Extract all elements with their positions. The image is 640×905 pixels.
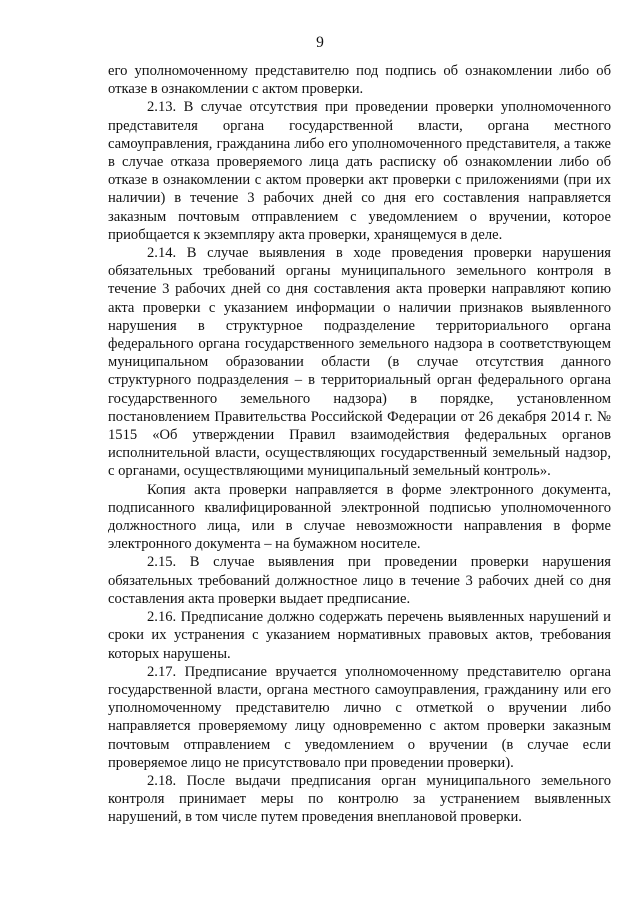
document-body (108, 62, 611, 827)
paragraph-2-18: 2.18. После выдачи предписания орган муниципального земельного контроля принимает меры по контролю за устранением выявленных нарушений, в том числе путем проведения внеплановой проверки. (108, 772, 611, 826)
paragraph-2-13: 2.13. В случае отсутствия при проведении проверки уполномоченного представителя органа государственной власти, органа местного самоуправления, гражданина либо его уполномоченного представителя, а также в случае отказа проверяемого лица дать расписку об ознакомлении либо об отказе в ознакомлении с актом проверки акт проверки с приложениями (при их наличии) в течение 3 рабочих дней со дня его составления направляется заказным почтовым отправлением с уведомлением о вручении, которое приобщается к экземпляру акта проверки, хранящемуся в деле. (108, 99, 611, 243)
paragraph-2-14: 2.14. В случае выявления в ходе проведения проверки нарушения обязательных требований органы муниципального земельного контроля в течение 3 рабочих дней со дня составления акта проверки направляют копию акта проверки с указанием информации о наличии признаков выявленного нарушения в структурное подразделение территориального органа федерального органа государственного земельного надзора в соответствующем муниципальном образовании области (в случае отсутствия данного структурного подразделения – в территориальный орган федерального органа государственного земельного надзора) в порядке, установленном постановлением Правительства Российской Федерации от 26 декабря 2014 г. № 1515 «Об утверждении Правил взаимодействия федеральных органов исполнительной власти, осуществляющих государственный земельный надзор, с органами, осуществляющими муниципальный земельный контроль». (108, 245, 611, 480)
paragraph-2-15: 2.15. В случае выявления при проведении проверки нарушения обязательных требований должностное лицо в течение 3 рабочих дней со дня составления акта проверки выдает предписание. (108, 554, 611, 607)
paragraph-2-17: 2.17. Предписание вручается уполномоченному представителю органа государственной власти, органа местного самоуправления, гражданину или его уполномоченному представителю лично с отметкой о вручении либо направляется проверяемому лицу одновременно с актом проверки заказным почтовым отправлением с уведомлением о вручении (в случае если проверяемое лицо не присутствовало при проведении проверки). (108, 663, 611, 771)
paragraph-act-copy: Копия акта проверки направляется в форме электронного документа, подписанного квалифицированной электронной подписью уполномоченного должностного лица, или в случае невозможности направления в форме электронного документа – на бумажном носителе. (108, 481, 611, 553)
page-number: 9 (316, 34, 324, 51)
paragraph-continuation: его уполномоченному представителю под подпись об ознакомлении либо об отказе в ознакомлении с актом проверки. (108, 63, 611, 98)
paragraph-2-16: 2.16. Предписание должно содержать перечень выявленных нарушений и сроки их устранения с указанием нормативных правовых актов, требования которых нарушены. (108, 609, 611, 662)
